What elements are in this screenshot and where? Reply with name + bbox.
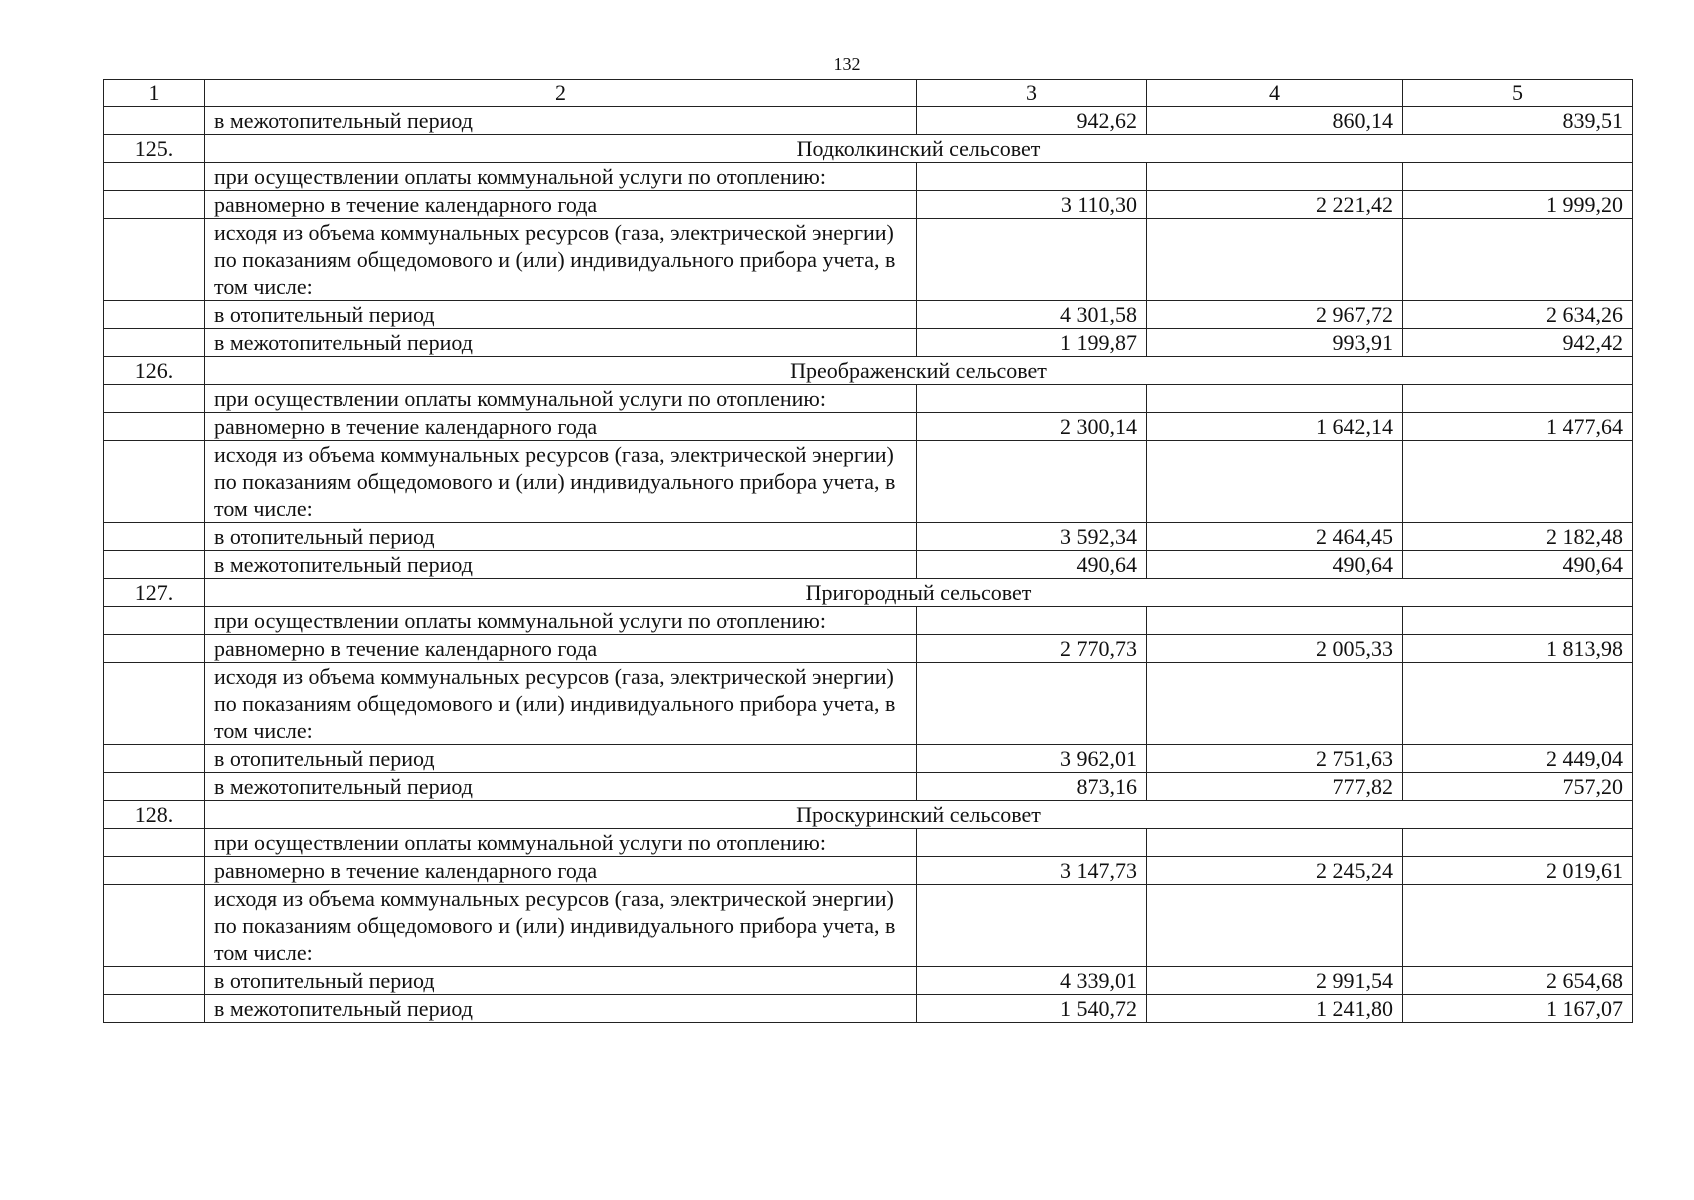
row-number-cell xyxy=(104,385,205,413)
section-header-row xyxy=(104,135,1633,163)
table-row xyxy=(104,163,1633,191)
header-row xyxy=(104,80,1633,107)
row-number-cell xyxy=(104,745,205,773)
value-cell-col3: 1 199,87 xyxy=(917,329,1147,357)
value-cell-col3 xyxy=(917,663,1147,745)
value-cell-col4: 490,64 xyxy=(1147,551,1403,579)
value-cell-col4: 777,82 xyxy=(1147,773,1403,801)
column-header: 3 xyxy=(917,80,1147,107)
value-cell-col4 xyxy=(1147,663,1403,745)
value-cell-col3: 490,64 xyxy=(917,551,1147,579)
value-cell-col5 xyxy=(1403,607,1633,635)
row-label: в отопительный период xyxy=(205,967,917,995)
row-label: при осуществлении оплаты коммунальной услуги по отоплению: xyxy=(205,163,917,191)
table-row xyxy=(104,523,1633,551)
row-label: исходя из объема коммунальных ресурсов (газа, электрической энергии) по показаниям общедомового и (или) индивидуального прибора учета, в том числе: xyxy=(205,441,917,523)
row-number-cell xyxy=(104,441,205,523)
value-cell-col3: 4 339,01 xyxy=(917,967,1147,995)
value-cell-col3: 4 301,58 xyxy=(917,301,1147,329)
value-cell-col4: 1 642,14 xyxy=(1147,413,1403,441)
value-cell-col5: 1 999,20 xyxy=(1403,191,1633,219)
table-row xyxy=(104,551,1633,579)
table-row xyxy=(104,107,1633,135)
value-cell-col4 xyxy=(1147,829,1403,857)
section-title: Пригородный сельсовет xyxy=(205,579,1633,607)
row-label: равномерно в течение календарного года xyxy=(205,413,917,441)
value-cell-col5: 1 477,64 xyxy=(1403,413,1633,441)
row-label: исходя из объема коммунальных ресурсов (газа, электрической энергии) по показаниям общедомового и (или) индивидуального прибора учета, в том числе: xyxy=(205,663,917,745)
row-number-cell xyxy=(104,163,205,191)
row-number-cell xyxy=(104,523,205,551)
row-label: равномерно в течение календарного года xyxy=(205,635,917,663)
value-cell-col3: 873,16 xyxy=(917,773,1147,801)
value-cell-col5: 1 813,98 xyxy=(1403,635,1633,663)
value-cell-col4: 2 751,63 xyxy=(1147,745,1403,773)
value-cell-col3 xyxy=(917,829,1147,857)
row-number-cell xyxy=(104,829,205,857)
row-number-cell xyxy=(104,995,205,1023)
table-row xyxy=(104,857,1633,885)
row-number-cell xyxy=(104,413,205,441)
value-cell-col5: 2 019,61 xyxy=(1403,857,1633,885)
table-row xyxy=(104,191,1633,219)
page-number: 132 xyxy=(833,54,861,74)
table-row xyxy=(104,829,1633,857)
value-cell-col5: 2 654,68 xyxy=(1403,967,1633,995)
value-cell-col4: 2 991,54 xyxy=(1147,967,1403,995)
row-label: исходя из объема коммунальных ресурсов (газа, электрической энергии) по показаниям общедомового и (или) индивидуального прибора учета, в том числе: xyxy=(205,885,917,967)
table-row xyxy=(104,385,1633,413)
row-number-cell xyxy=(104,857,205,885)
section-title: Подколкинский сельсовет xyxy=(205,135,1633,163)
table-row xyxy=(104,995,1633,1023)
value-cell-col5: 1 167,07 xyxy=(1403,995,1633,1023)
column-header: 2 xyxy=(205,80,917,107)
row-label: равномерно в течение календарного года xyxy=(205,857,917,885)
row-number-cell xyxy=(104,301,205,329)
section-number: 126. xyxy=(104,357,205,385)
column-header: 1 xyxy=(104,80,205,107)
tariff-table xyxy=(103,79,1633,1023)
value-cell-col3: 3 962,01 xyxy=(917,745,1147,773)
value-cell-col3 xyxy=(917,385,1147,413)
section-header-row xyxy=(104,357,1633,385)
value-cell-col4 xyxy=(1147,163,1403,191)
value-cell-col4: 860,14 xyxy=(1147,107,1403,135)
row-label: при осуществлении оплаты коммунальной услуги по отоплению: xyxy=(205,385,917,413)
value-cell-col3: 2 770,73 xyxy=(917,635,1147,663)
value-cell-col5 xyxy=(1403,663,1633,745)
value-cell-col4: 2 221,42 xyxy=(1147,191,1403,219)
section-title: Проскуринский сельсовет xyxy=(205,801,1633,829)
value-cell-col5: 757,20 xyxy=(1403,773,1633,801)
section-number: 128. xyxy=(104,801,205,829)
section-number: 125. xyxy=(104,135,205,163)
value-cell-col5 xyxy=(1403,219,1633,301)
row-number-cell xyxy=(104,773,205,801)
table-row xyxy=(104,219,1633,301)
row-label: в межотопительный период xyxy=(205,329,917,357)
row-label: в межотопительный период xyxy=(205,995,917,1023)
value-cell-col3: 942,62 xyxy=(917,107,1147,135)
value-cell-col3 xyxy=(917,441,1147,523)
value-cell-col5: 2 634,26 xyxy=(1403,301,1633,329)
section-title: Преображенский сельсовет xyxy=(205,357,1633,385)
value-cell-col4 xyxy=(1147,607,1403,635)
row-number-cell xyxy=(104,967,205,995)
row-number-cell xyxy=(104,885,205,967)
row-number-cell xyxy=(104,107,205,135)
value-cell-col3: 1 540,72 xyxy=(917,995,1147,1023)
row-label: при осуществлении оплаты коммунальной услуги по отоплению: xyxy=(205,607,917,635)
table-row xyxy=(104,967,1633,995)
value-cell-col4: 993,91 xyxy=(1147,329,1403,357)
row-number-cell xyxy=(104,551,205,579)
value-cell-col3 xyxy=(917,885,1147,967)
column-header: 4 xyxy=(1147,80,1403,107)
row-label: в межотопительный период xyxy=(205,107,917,135)
value-cell-col5 xyxy=(1403,829,1633,857)
value-cell-col5: 2 182,48 xyxy=(1403,523,1633,551)
value-cell-col4 xyxy=(1147,441,1403,523)
value-cell-col3 xyxy=(917,607,1147,635)
value-cell-col3 xyxy=(917,219,1147,301)
value-cell-col5: 839,51 xyxy=(1403,107,1633,135)
value-cell-col3: 3 592,34 xyxy=(917,523,1147,551)
value-cell-col4: 1 241,80 xyxy=(1147,995,1403,1023)
row-label: в межотопительный период xyxy=(205,773,917,801)
row-number-cell xyxy=(104,663,205,745)
value-cell-col5: 490,64 xyxy=(1403,551,1633,579)
row-label: равномерно в течение календарного года xyxy=(205,191,917,219)
row-number-cell xyxy=(104,191,205,219)
section-header-row xyxy=(104,579,1633,607)
value-cell-col5: 2 449,04 xyxy=(1403,745,1633,773)
value-cell-col4: 2 005,33 xyxy=(1147,635,1403,663)
table-row xyxy=(104,663,1633,745)
value-cell-col5 xyxy=(1403,385,1633,413)
value-cell-col3: 3 147,73 xyxy=(917,857,1147,885)
row-label: в межотопительный период xyxy=(205,551,917,579)
value-cell-col4: 2 967,72 xyxy=(1147,301,1403,329)
value-cell-col5: 942,42 xyxy=(1403,329,1633,357)
table-row xyxy=(104,745,1633,773)
table-row xyxy=(104,329,1633,357)
value-cell-col4 xyxy=(1147,219,1403,301)
row-label: в отопительный период xyxy=(205,745,917,773)
value-cell-col3: 2 300,14 xyxy=(917,413,1147,441)
row-label: в отопительный период xyxy=(205,523,917,551)
row-number-cell xyxy=(104,635,205,663)
row-label: в отопительный период xyxy=(205,301,917,329)
section-header-row xyxy=(104,801,1633,829)
value-cell-col3: 3 110,30 xyxy=(917,191,1147,219)
table-body xyxy=(104,80,1633,1023)
row-number-cell xyxy=(104,607,205,635)
table-row xyxy=(104,607,1633,635)
row-label: при осуществлении оплаты коммунальной услуги по отоплению: xyxy=(205,829,917,857)
table-row xyxy=(104,773,1633,801)
value-cell-col4 xyxy=(1147,885,1403,967)
value-cell-col5 xyxy=(1403,163,1633,191)
value-cell-col5 xyxy=(1403,441,1633,523)
row-number-cell xyxy=(104,219,205,301)
value-cell-col4: 2 245,24 xyxy=(1147,857,1403,885)
value-cell-col5 xyxy=(1403,885,1633,967)
value-cell-col4: 2 464,45 xyxy=(1147,523,1403,551)
table-row xyxy=(104,635,1633,663)
row-label: исходя из объема коммунальных ресурсов (газа, электрической энергии) по показаниям общедомового и (или) индивидуального прибора учета, в том числе: xyxy=(205,219,917,301)
row-number-cell xyxy=(104,329,205,357)
value-cell-col3 xyxy=(917,163,1147,191)
table-row xyxy=(104,441,1633,523)
column-header: 5 xyxy=(1403,80,1633,107)
table-row xyxy=(104,301,1633,329)
value-cell-col4 xyxy=(1147,385,1403,413)
table-row xyxy=(104,413,1633,441)
table-row xyxy=(104,885,1633,967)
section-number: 127. xyxy=(104,579,205,607)
